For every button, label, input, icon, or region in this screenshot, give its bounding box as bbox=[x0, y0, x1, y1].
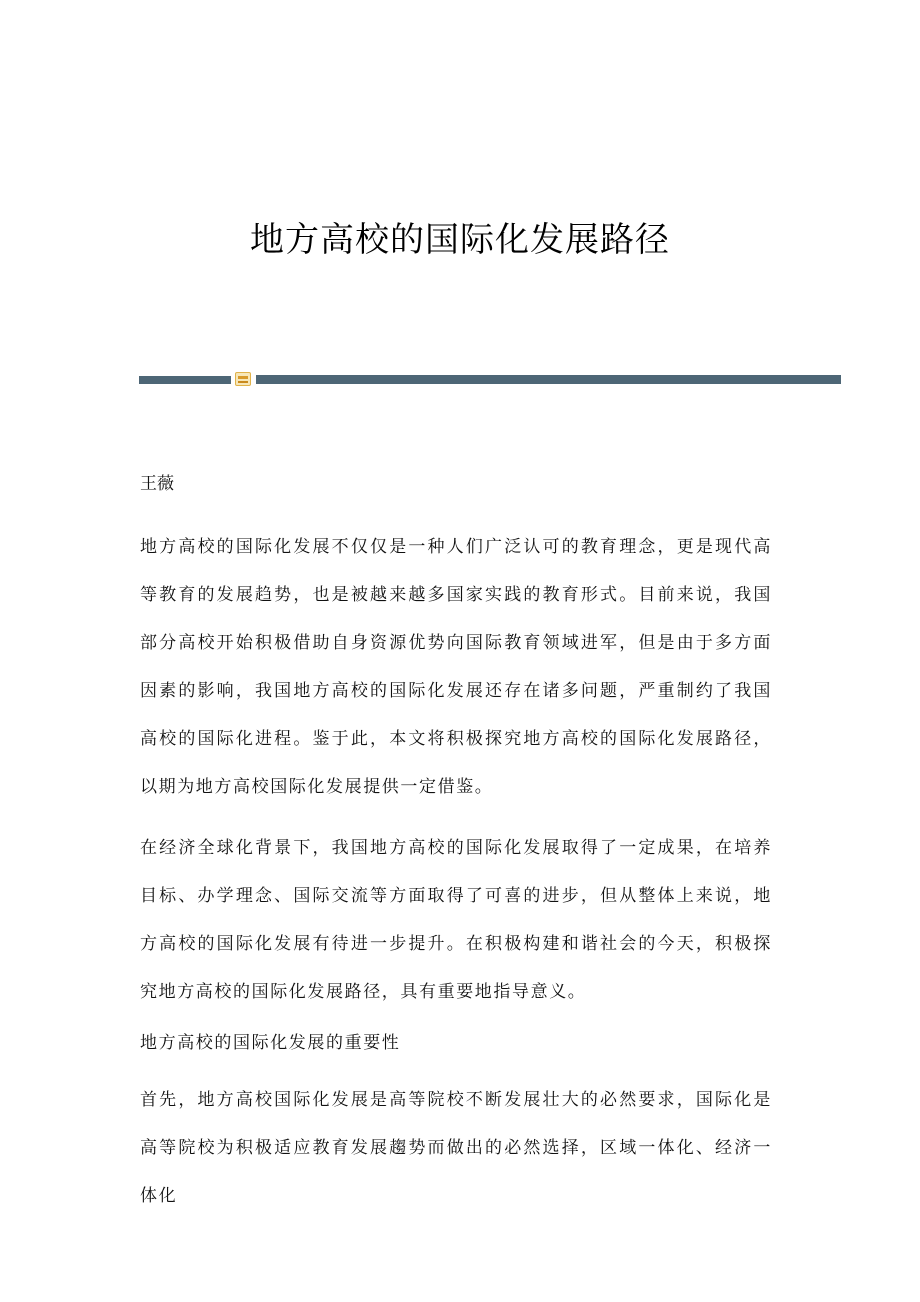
author-name: 王薇 bbox=[140, 474, 174, 494]
paragraph-background: 在经济全球化背景下，我国地方高校的国际化发展取得了一定成果，在培养目标、办学理念、国际交流等方面取得了可喜的进步，但从整体上来说，地方高校的国际化发展有待进一步提升。在积极构建和谐社会的今天，积极探究地方高校的国际化发展路径，具有重要地指导意义。 bbox=[140, 838, 772, 1002]
paragraph-intro: 地方高校的国际化发展不仅仅是一种人们广泛认可的教育理念，更是现代高等教育的发展趋势，也是被越来越多国家实践的教育形式。目前来说，我国部分高校开始积极借助自身资源优势向国际教育领域进军，但是由于多方面因素的影响，我国地方高校的国际化发展还存在诸多问题，严重制约了我国高校的国际化进程。鉴于此，本文将积极探究地方高校的国际化发展路径，以期为地方高校国际化发展提供一定借鉴。 bbox=[140, 537, 772, 797]
title-divider bbox=[139, 372, 841, 386]
document-title: 地方高校的国际化发展路径 bbox=[250, 220, 670, 260]
document-emblem-icon bbox=[235, 372, 251, 386]
section-heading: 地方高校的国际化发展的重要性 bbox=[140, 1033, 401, 1053]
paragraph-importance: 首先，地方高校国际化发展是高等院校不断发展壮大的必然要求，国际化是高等院校为积极适应教育发展趨势而做出的必然选择，区域一体化、经济一体化 bbox=[140, 1090, 772, 1206]
divider-bar-right bbox=[256, 375, 841, 384]
divider-bar-left bbox=[139, 376, 231, 384]
document-body bbox=[140, 523, 772, 1233]
